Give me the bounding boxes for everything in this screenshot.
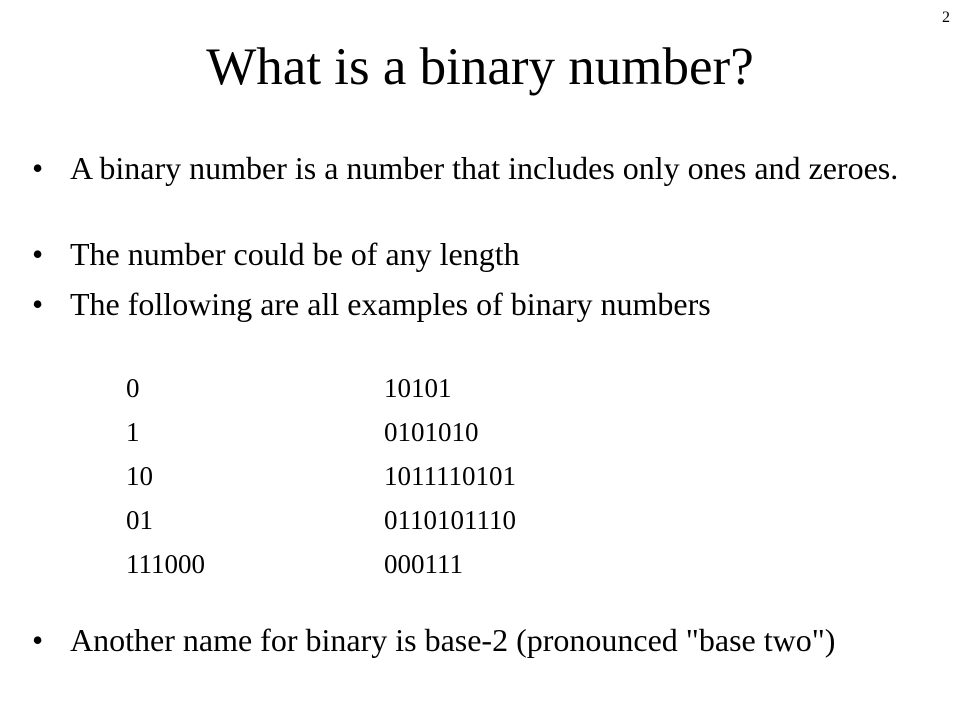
bullet-dot: •: [32, 622, 44, 658]
bullet-item: [32, 284, 932, 324]
example-left: 1: [126, 417, 140, 447]
example-row: [126, 366, 686, 410]
example-right: 000111: [384, 549, 463, 579]
bullet-text: The following are all examples of binary numbers: [70, 286, 711, 322]
binary-examples-list: [126, 366, 686, 586]
page-number: 2: [942, 9, 950, 26]
example-left: 10: [126, 461, 153, 491]
example-right: 1011110101: [384, 461, 516, 491]
example-left: 111000: [126, 549, 205, 579]
example-row: [126, 498, 686, 542]
example-row: [126, 454, 686, 498]
bullet-text: Another name for binary is base-2 (pronounced "base two"): [70, 622, 836, 658]
example-right: 10101: [384, 373, 452, 403]
bullet-dot: •: [32, 236, 44, 272]
example-row: [126, 542, 686, 586]
bullet-dot: •: [32, 150, 44, 186]
bullet-item: [32, 148, 932, 188]
bullet-text: A binary number is a number that includes only ones and zeroes.: [70, 150, 899, 186]
example-left: 0: [126, 373, 140, 403]
bullet-text: The number could be of any length: [70, 236, 520, 272]
example-row: [126, 410, 686, 454]
bullet-item: [32, 620, 932, 660]
bullet-dot: •: [32, 286, 44, 322]
example-left: 01: [126, 505, 153, 535]
bullet-item: [32, 234, 932, 274]
example-right: 0110101110: [384, 505, 516, 535]
example-right: 0101010: [384, 417, 479, 447]
slide-title: What is a binary number?: [206, 38, 754, 96]
